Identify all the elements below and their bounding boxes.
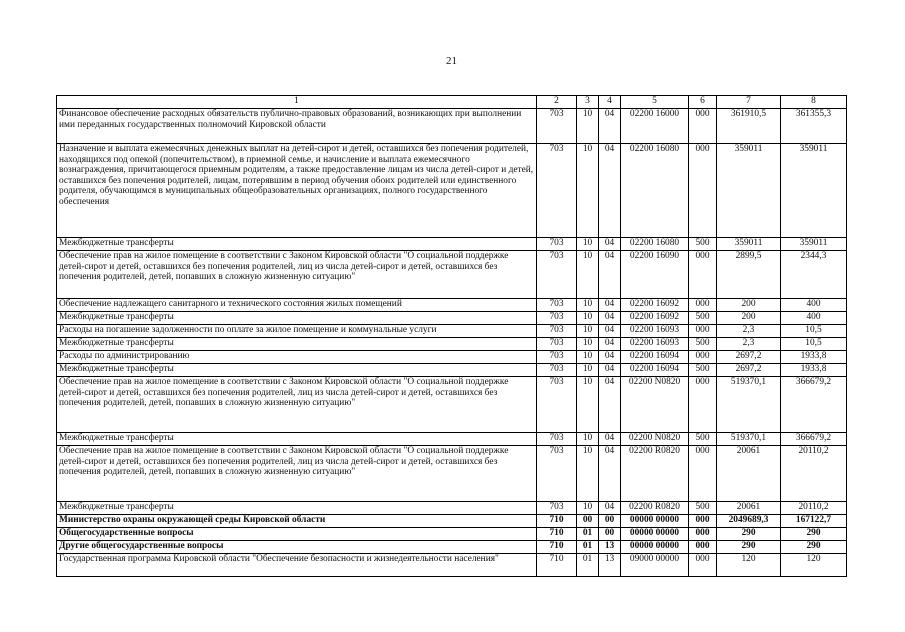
row-code-article: 02200 R0820: [621, 502, 689, 515]
row-description: Другие общегосударственные вопросы: [57, 541, 537, 554]
row-code-article: 02200 R0820: [621, 446, 689, 502]
header-row: [57, 96, 847, 109]
row-code-subsection: 00: [599, 528, 621, 541]
row-code-expense-type: 500: [689, 502, 717, 515]
row-description: Министерство охраны окружающей среды Кировской области: [57, 515, 537, 528]
row-code-subsection: 04: [599, 338, 621, 351]
row-code-section: 10: [577, 364, 599, 377]
row-code-expense-type: 000: [689, 325, 717, 338]
row-amount-year1: 2697,2: [717, 351, 781, 364]
row-amount-year2: 20110,2: [781, 502, 847, 515]
row-amount-year2: 1933,8: [781, 364, 847, 377]
row-code-section: 10: [577, 502, 599, 515]
row-amount-year1: 290: [717, 541, 781, 554]
row-code-expense-type: 500: [689, 433, 717, 446]
row-code-section: 10: [577, 446, 599, 502]
row-amount-year2: 120: [781, 554, 847, 577]
row-code-section: 10: [577, 377, 599, 433]
table-row: [57, 312, 847, 325]
row-code-ministry: 710: [537, 554, 577, 577]
row-description: Межбюджетные трансферты: [57, 433, 537, 446]
row-code-ministry: 710: [537, 541, 577, 554]
row-code-article: 00000 00000: [621, 528, 689, 541]
row-amount-year2: 366679,2: [781, 433, 847, 446]
table-row: [57, 377, 847, 433]
row-description: Обеспечение прав на жилое помещение в соответствии с Законом Кировской области "О социальной поддержке детей-сирот и детей, оставшихся без попечения родителей, лиц из числа детей-сирот и детей, оставшихся без попечения родителей, детей, попавших в сложную жизненную ситуацию": [57, 251, 537, 299]
row-code-article: 02200 16092: [621, 312, 689, 325]
table-row: [57, 541, 847, 554]
row-code-subsection: 04: [599, 351, 621, 364]
row-amount-year2: 10,5: [781, 338, 847, 351]
row-code-article: 02200 16092: [621, 299, 689, 312]
row-code-ministry: 703: [537, 377, 577, 433]
table-row: [57, 554, 847, 577]
row-code-section: 10: [577, 338, 599, 351]
row-description: Общегосударственные вопросы: [57, 528, 537, 541]
row-code-section: 10: [577, 433, 599, 446]
row-amount-year1: 361910,5: [717, 109, 781, 144]
column-header: 7: [717, 96, 781, 109]
row-description: Обеспечение прав на жилое помещение в соответствии с Законом Кировской области "О социальной поддержке детей-сирот и детей, оставшихся без попечения родителей, лиц из числа детей-сирот и детей, оставшихся без попечения родителей, детей, попавших в сложную жизненную ситуацию": [57, 377, 537, 433]
row-code-expense-type: 000: [689, 446, 717, 502]
row-description: Обеспечение надлежащего санитарного и технического состояния жилых помещений: [57, 299, 537, 312]
row-code-expense-type: 000: [689, 541, 717, 554]
row-code-section: 10: [577, 312, 599, 325]
row-code-subsection: 04: [599, 109, 621, 144]
row-amount-year2: 10,5: [781, 325, 847, 338]
row-amount-year1: 359011: [717, 238, 781, 251]
row-amount-year2: 290: [781, 528, 847, 541]
row-amount-year1: 2049689,3: [717, 515, 781, 528]
row-code-section: 10: [577, 109, 599, 144]
row-code-ministry: 703: [537, 364, 577, 377]
table-row: [57, 144, 847, 238]
row-amount-year1: 290: [717, 528, 781, 541]
table-row: [57, 251, 847, 299]
row-code-expense-type: 000: [689, 351, 717, 364]
row-amount-year2: 359011: [781, 238, 847, 251]
row-code-article: 02200 N0820: [621, 377, 689, 433]
row-amount-year1: 200: [717, 299, 781, 312]
row-amount-year2: 400: [781, 312, 847, 325]
row-code-subsection: 13: [599, 541, 621, 554]
row-code-ministry: 703: [537, 144, 577, 238]
row-code-section: 10: [577, 238, 599, 251]
table-row: [57, 433, 847, 446]
row-amount-year1: 2697,2: [717, 364, 781, 377]
column-header: 5: [621, 96, 689, 109]
table-row: [57, 325, 847, 338]
row-code-expense-type: 000: [689, 251, 717, 299]
row-code-article: 02200 N0820: [621, 433, 689, 446]
row-amount-year2: 359011: [781, 144, 847, 238]
row-code-section: 10: [577, 351, 599, 364]
budget-table: [56, 95, 847, 577]
column-header: 6: [689, 96, 717, 109]
row-amount-year1: 519370,1: [717, 377, 781, 433]
row-code-article: 02200 16094: [621, 364, 689, 377]
row-code-section: 01: [577, 528, 599, 541]
row-code-section: 10: [577, 251, 599, 299]
row-code-ministry: 703: [537, 351, 577, 364]
row-code-article: 00000 00000: [621, 515, 689, 528]
table-row: [57, 446, 847, 502]
row-code-ministry: 710: [537, 515, 577, 528]
column-header: 8: [781, 96, 847, 109]
row-amount-year2: 1933,8: [781, 351, 847, 364]
column-header: 1: [57, 96, 537, 109]
row-code-expense-type: 000: [689, 528, 717, 541]
row-code-expense-type: 000: [689, 377, 717, 433]
row-code-expense-type: 000: [689, 515, 717, 528]
row-code-ministry: 703: [537, 299, 577, 312]
row-code-ministry: 703: [537, 338, 577, 351]
row-code-subsection: 04: [599, 312, 621, 325]
table-row: [57, 515, 847, 528]
row-amount-year1: 200: [717, 312, 781, 325]
row-code-section: 10: [577, 299, 599, 312]
row-code-expense-type: 000: [689, 144, 717, 238]
row-code-section: 10: [577, 325, 599, 338]
row-code-expense-type: 500: [689, 338, 717, 351]
row-code-article: 02200 16090: [621, 251, 689, 299]
row-code-ministry: 703: [537, 433, 577, 446]
row-code-expense-type: 000: [689, 554, 717, 577]
row-code-subsection: 04: [599, 502, 621, 515]
row-amount-year1: 359011: [717, 144, 781, 238]
table-row: [57, 351, 847, 364]
column-header: 2: [537, 96, 577, 109]
page-number: 21: [446, 55, 457, 67]
row-description: Межбюджетные трансферты: [57, 338, 537, 351]
row-description: Обеспечение прав на жилое помещение в соответствии с Законом Кировской области "О социальной поддержке детей-сирот и детей, оставшихся без попечения родителей, лиц из числа детей-сирот и детей, оставшихся без попечения родителей, детей, попавших в сложную жизненную ситуацию": [57, 446, 537, 502]
row-code-subsection: 00: [599, 515, 621, 528]
row-amount-year2: 361355,3: [781, 109, 847, 144]
table-row: [57, 238, 847, 251]
table-row: [57, 502, 847, 515]
row-code-expense-type: 000: [689, 109, 717, 144]
row-description: Расходы на погашение задолженности по оплате за жилое помещение и коммунальные услуги: [57, 325, 537, 338]
row-code-subsection: 04: [599, 144, 621, 238]
row-code-ministry: 703: [537, 446, 577, 502]
row-amount-year1: 20061: [717, 446, 781, 502]
row-amount-year2: 290: [781, 541, 847, 554]
row-code-expense-type: 500: [689, 312, 717, 325]
row-code-section: 00: [577, 515, 599, 528]
row-code-subsection: 04: [599, 446, 621, 502]
row-code-expense-type: 000: [689, 299, 717, 312]
row-code-ministry: 703: [537, 325, 577, 338]
row-amount-year1: 120: [717, 554, 781, 577]
row-amount-year2: 400: [781, 299, 847, 312]
row-code-subsection: 13: [599, 554, 621, 577]
row-code-article: 02200 16094: [621, 351, 689, 364]
row-code-article: 09000 00000: [621, 554, 689, 577]
row-code-article: 02200 16093: [621, 338, 689, 351]
row-code-subsection: 04: [599, 433, 621, 446]
row-amount-year1: 20061: [717, 502, 781, 515]
row-code-subsection: 04: [599, 251, 621, 299]
row-code-subsection: 04: [599, 364, 621, 377]
row-code-subsection: 04: [599, 377, 621, 433]
column-header: 4: [599, 96, 621, 109]
row-description: Назначение и выплата ежемесячных денежных выплат на детей-сирот и детей, оставшихся без попечения родителей, находящихся под опекой (попечительством), в приемной семье, и начисление и выплата ежемесячного вознаграждения, причитающегося приемным родителям, а также предоставление лицам из числа детей-сирот и детей, оставшихся без попечения родителей, лицам, потерявшим в период обучения обоих родителей или единственного родителя, обучающимся в муниципальных общеобразовательных организациях, полного государственного обеспечения: [57, 144, 537, 238]
row-description: Межбюджетные трансферты: [57, 312, 537, 325]
table-row: [57, 528, 847, 541]
row-code-article: 02200 16080: [621, 238, 689, 251]
row-amount-year1: 2,3: [717, 325, 781, 338]
row-description: Расходы по администрированию: [57, 351, 537, 364]
row-code-article: 02200 16000: [621, 109, 689, 144]
row-amount-year1: 2,3: [717, 338, 781, 351]
row-code-ministry: 703: [537, 251, 577, 299]
row-description: Финансовое обеспечение расходных обязательств публично-правовых образований, возникающих при выполнении ими переданных государственных полномочий Кировской области: [57, 109, 537, 144]
row-amount-year1: 519370,1: [717, 433, 781, 446]
row-description: Межбюджетные трансферты: [57, 502, 537, 515]
row-code-section: 01: [577, 541, 599, 554]
table-row: [57, 299, 847, 312]
row-code-ministry: 703: [537, 312, 577, 325]
row-code-subsection: 04: [599, 238, 621, 251]
row-code-article: 02200 16080: [621, 144, 689, 238]
row-description: Межбюджетные трансферты: [57, 364, 537, 377]
table-row: [57, 338, 847, 351]
row-amount-year2: 2344,3: [781, 251, 847, 299]
row-code-section: 01: [577, 554, 599, 577]
row-amount-year2: 167122,7: [781, 515, 847, 528]
table-row: [57, 109, 847, 144]
row-code-ministry: 703: [537, 109, 577, 144]
row-description: Государственная программа Кировской области "Обеспечение безопасности и жизнедеятельности населения": [57, 554, 537, 577]
row-code-article: 02200 16093: [621, 325, 689, 338]
row-code-ministry: 703: [537, 502, 577, 515]
row-code-article: 00000 00000: [621, 541, 689, 554]
row-code-section: 10: [577, 144, 599, 238]
row-amount-year1: 2899,5: [717, 251, 781, 299]
row-amount-year2: 366679,2: [781, 377, 847, 433]
table-row: [57, 364, 847, 377]
row-code-subsection: 04: [599, 325, 621, 338]
row-code-ministry: 703: [537, 238, 577, 251]
row-code-subsection: 04: [599, 299, 621, 312]
row-description: Межбюджетные трансферты: [57, 238, 537, 251]
row-code-expense-type: 500: [689, 238, 717, 251]
column-header: 3: [577, 96, 599, 109]
row-amount-year2: 20110,2: [781, 446, 847, 502]
row-code-expense-type: 500: [689, 364, 717, 377]
row-code-ministry: 710: [537, 528, 577, 541]
